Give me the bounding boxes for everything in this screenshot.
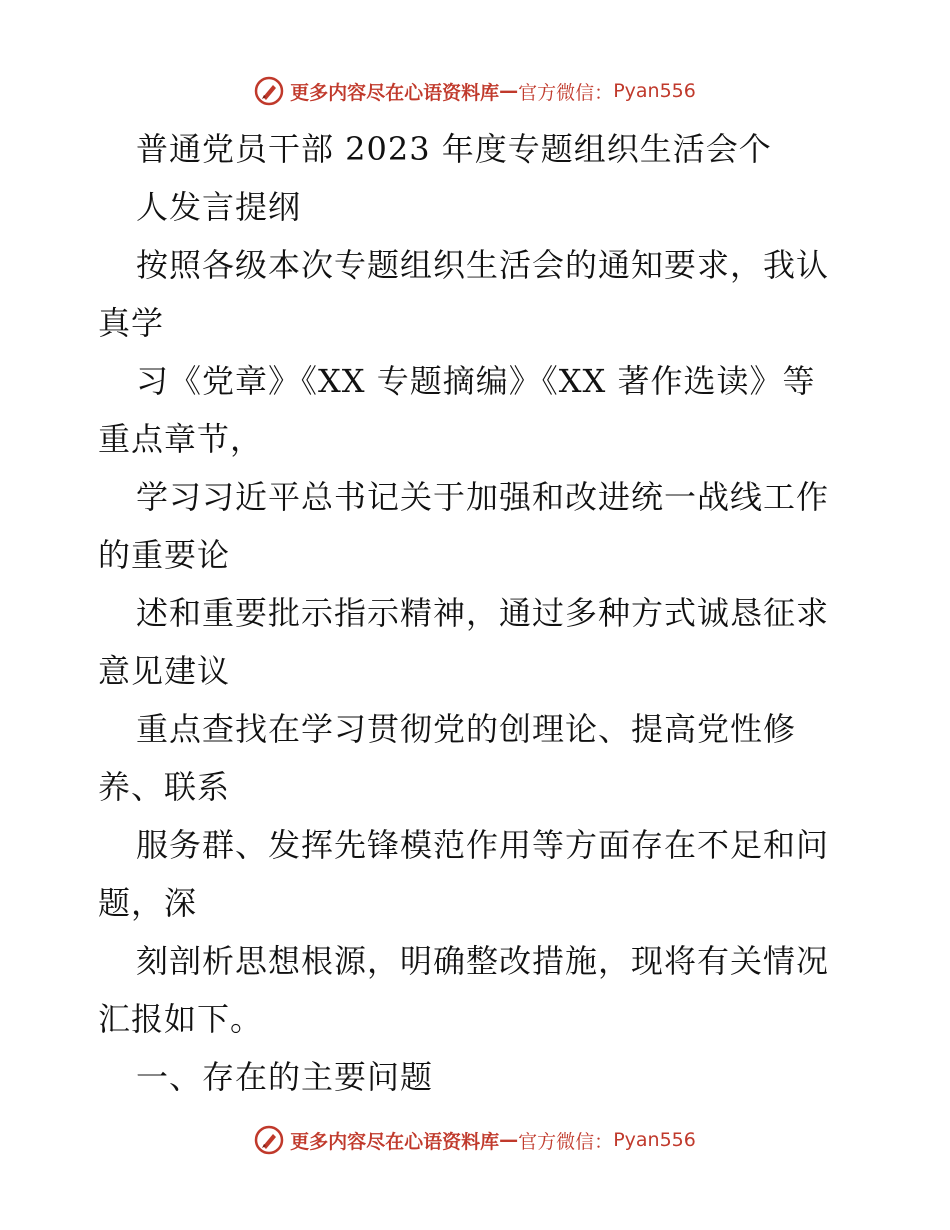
text-line: 养、联系 <box>98 768 231 806</box>
banner-dash: — <box>499 80 519 102</box>
text-line: 人发言提纲 <box>136 188 302 226</box>
text-line: 普通党员干部 2023 年度专题组织生活会个 <box>136 130 772 168</box>
text-line: 意见建议 <box>98 652 231 690</box>
text-line: 刻剖析思想根源，明确整改措施，现将有关情况 <box>136 942 830 980</box>
section-heading: 一、存在的主要问题 <box>136 1058 434 1096</box>
banner-dash: — <box>499 1129 519 1151</box>
banner-brand-text: 更多内容尽在心语资料库 <box>290 81 500 104</box>
text-line: 习《党章》《XX 专题摘编》《XX 著作选读》等 <box>136 362 816 400</box>
text-line: 题，深 <box>98 884 198 922</box>
logo-pen-icon <box>254 1125 284 1155</box>
document-body <box>98 120 858 1106</box>
banner-wechat-id: Pyan556 <box>613 80 696 102</box>
text-line: 服务群、发挥先锋模范作用等方面存在不足和问 <box>136 826 830 864</box>
footer-watermark-banner <box>0 1120 950 1160</box>
text-line: 学习习近平总书记关于加强和改进统一战线工作 <box>136 478 830 516</box>
logo-pen-icon <box>254 76 284 106</box>
banner-wechat-prefix: 官方微信： <box>518 81 614 104</box>
banner-wechat-id: Pyan556 <box>613 1129 696 1151</box>
text-line: 按照各级本次专题组织生活会的通知要求，我认 <box>136 246 830 284</box>
text-line: 重点查找在学习贯彻党的创理论、提高党性修 <box>136 710 797 748</box>
text-line: 述和重要批示指示精神，通过多种方式诚恳征求 <box>136 594 830 632</box>
text-line: 真学 <box>98 304 165 342</box>
header-watermark-banner <box>0 71 950 111</box>
text-line: 重点章节， <box>98 420 264 458</box>
text-line: 的重要论 <box>98 536 231 574</box>
banner-brand-text: 更多内容尽在心语资料库 <box>290 1130 500 1153</box>
text-line: 汇报如下。 <box>98 1000 264 1038</box>
banner-wechat-prefix: 官方微信： <box>518 1130 614 1153</box>
